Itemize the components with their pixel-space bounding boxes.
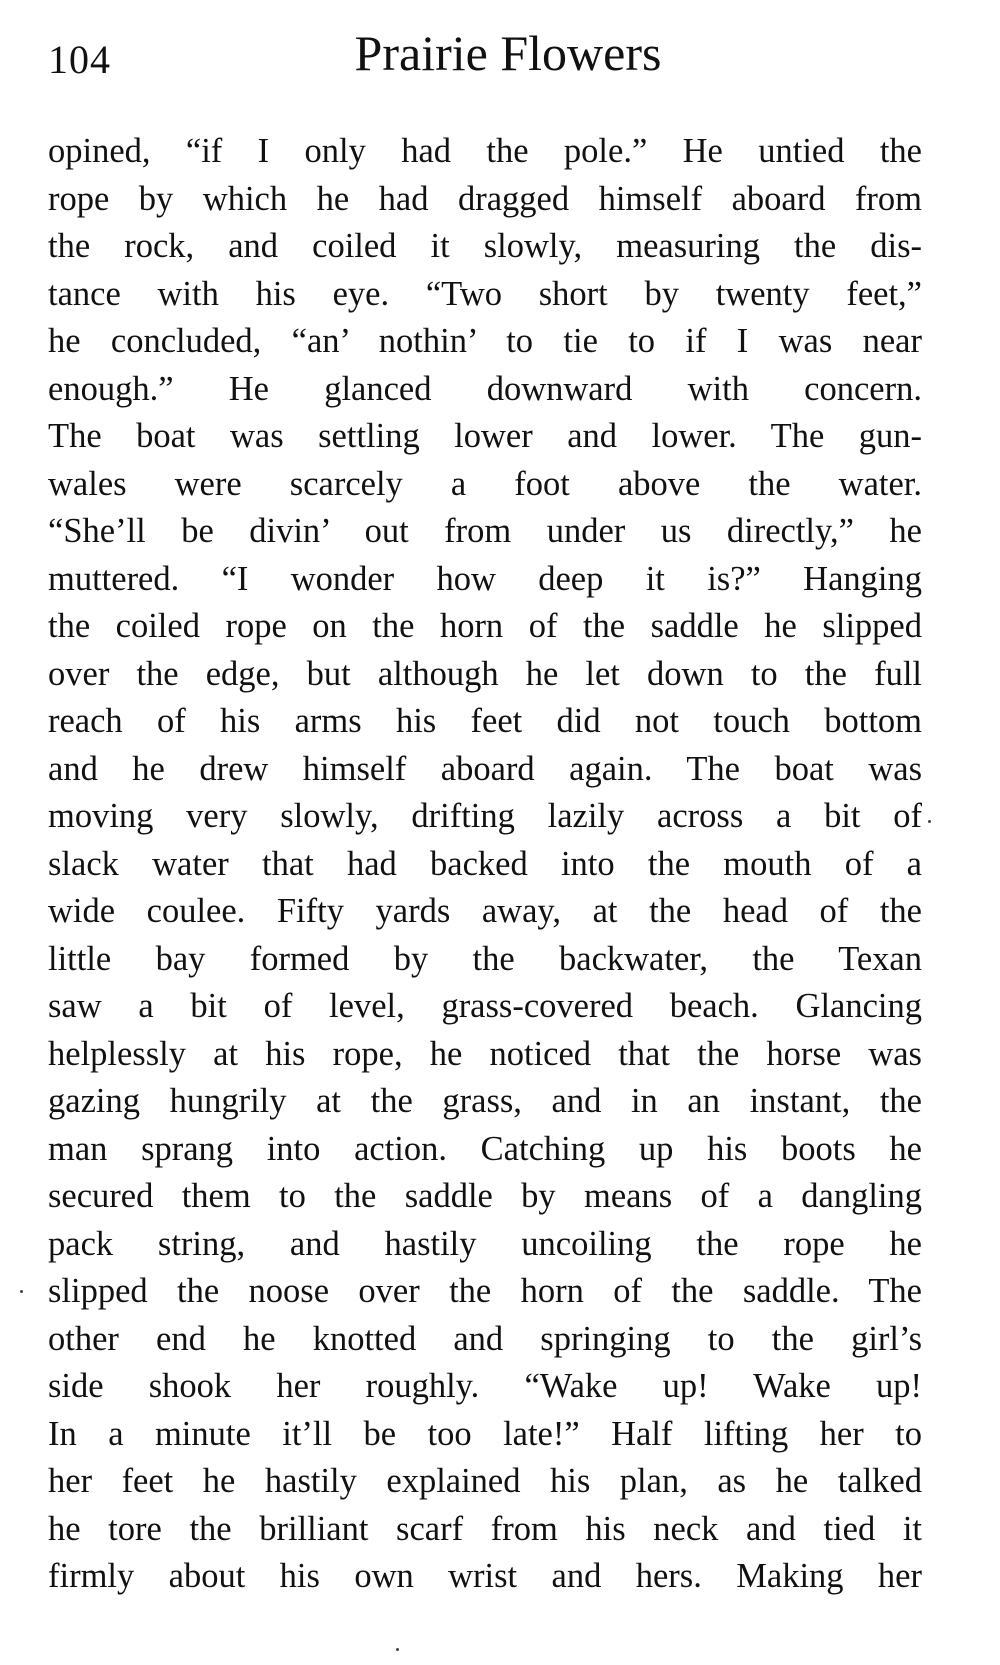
page-number: 104 — [48, 37, 111, 82]
text-line: rope by which he had dragged himself aboard from — [48, 179, 922, 218]
text-line: helplessly at his rope, he noticed that the horse was — [48, 1034, 922, 1073]
scan-speck — [396, 1648, 399, 1651]
scan-speck — [928, 820, 931, 823]
text-line: he concluded, “an’ nothin’ to tie to if I was near — [48, 322, 922, 360]
text-line: wales were scarcely a foot above the water. — [48, 464, 922, 503]
body-text — [48, 128, 922, 1601]
text-line: opined, “if I only had the pole.” He untied the — [48, 132, 922, 170]
text-line: slipped the noose over the horn of the saddle. The — [48, 1272, 922, 1310]
text-line: muttered. “I wonder how deep it is?” Hanging — [48, 559, 922, 598]
text-line: her feet he hastily explained his plan, as he talked — [48, 1462, 922, 1500]
page-header — [48, 18, 928, 88]
text-line: In a minute it’ll be too late!” Half lifting her to — [48, 1414, 922, 1453]
text-line: wide coulee. Fifty yards away, at the head of the — [48, 892, 922, 930]
scan-speck — [20, 1290, 23, 1293]
text-line: slack water that had backed into the mouth of a — [48, 844, 922, 883]
running-title: Prairie Flowers — [354, 25, 662, 81]
text-line: “She’ll be divin’ out from under us directly,” he — [48, 512, 922, 550]
text-line: the coiled rope on the horn of the saddle he slipped — [48, 607, 922, 645]
text-line: pack string, and hastily uncoiling the rope he — [48, 1224, 922, 1263]
text-line: man sprang into action. Catching up his boots he — [48, 1129, 922, 1168]
text-line: and he drew himself aboard again. The boat was — [48, 749, 922, 788]
text-line: moving very slowly, drifting lazily across a bit of — [48, 797, 922, 835]
text-line: gazing hungrily at the grass, and in an instant, the — [48, 1082, 922, 1120]
text-line: side shook her roughly. “Wake up! Wake up! — [48, 1367, 922, 1405]
text-line: saw a bit of level, grass-covered beach. Glancing — [48, 987, 922, 1025]
text-line: other end he knotted and springing to the girl’s — [48, 1319, 922, 1358]
text-line: firmly about his own wrist and hers. Making her — [48, 1557, 922, 1595]
text-line: reach of his arms his feet did not touch bottom — [48, 702, 922, 740]
text-line: The boat was settling lower and lower. The gun- — [48, 417, 922, 455]
text-line: over the edge, but although he let down to the full — [48, 654, 922, 693]
text-line: he tore the brilliant scarf from his neck and tied it — [48, 1509, 922, 1548]
text-line: the rock, and coiled it slowly, measuring the dis- — [48, 227, 922, 265]
text-line: enough.” He glanced downward with concern. — [48, 369, 922, 408]
text-line: little bay formed by the backwater, the Texan — [48, 939, 922, 978]
text-line: secured them to the saddle by means of a dangling — [48, 1177, 922, 1215]
text-line: tance with his eye. “Two short by twenty feet,” — [48, 274, 922, 313]
